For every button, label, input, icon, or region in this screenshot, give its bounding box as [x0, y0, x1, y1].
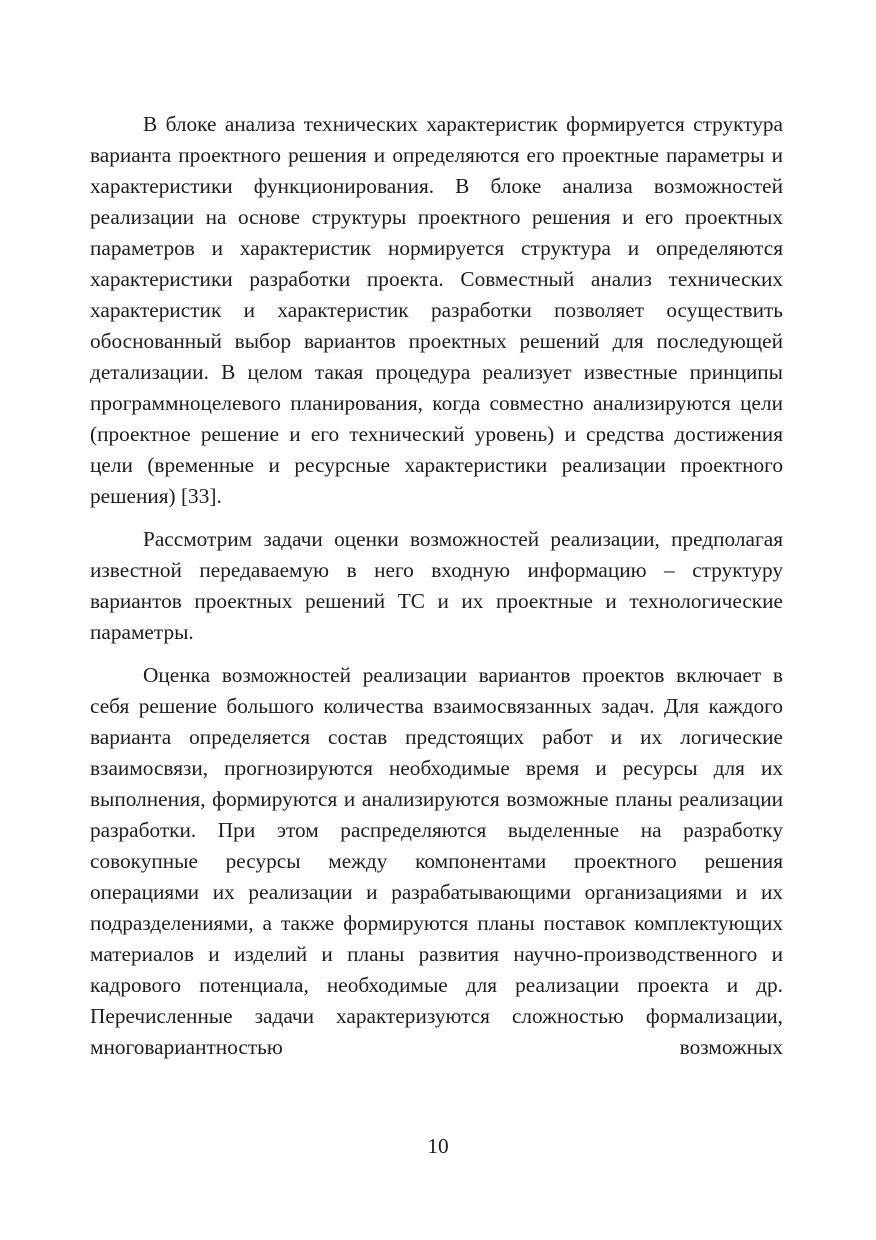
- paragraph-1: В блоке анализа технических характеристик формируется структура варианта проектного решения и определяются его проектные параметры и характеристики функционирования. В блоке анализа возможностей реализации на основе структуры проектного решения и его проектных параметров и характеристик нормируется структура и определяются характеристики разработки проекта. Совместный анализ технических характеристик и характеристик разработки позволяет осуществить обоснованный выбор вариантов проектных решений для последующей детализации. В целом такая процедура реализует известные принципы программноцелевого планирования, когда совместно анализируются цели (проектное решение и его технический уровень) и средства достижения цели (временные и ресурсные характеристики реализации проектного решения) [33].: [90, 112, 783, 508]
- paragraph-2: Рассмотрим задачи оценки возможностей реализации, предполагая известной передаваемую в него входную информацию – структуру вариантов проектных решений ТС и их проектные и технологические параметры.: [90, 527, 783, 644]
- page-number: 10: [427, 1134, 449, 1158]
- body-text: [90, 109, 783, 1075]
- paragraph-3: Оценка возможностей реализации вариантов проектов включает в себя решение большого количества взаимосвязанных задач. Для каждого варианта определяется состав предстоящих работ и их логические взаимосвязи, прогнозируются необходимые время и ресурсы для их выполнения, формируются и анализируются возможные планы реализации разработки. При этом распределяются выделенные на разработку совокупные ресурсы между компонентами проектного решения операциями их реализации и разрабатывающими организациями и их подразделениями, а также формируются планы поставок комплектующих материалов и изделий и планы развития научно-производственного и кадрового потенциала, необходимые для реализации проекта и др. Перечисленные задачи характеризуются сложностью формализации, многовариантностью возможных: [90, 663, 783, 1059]
